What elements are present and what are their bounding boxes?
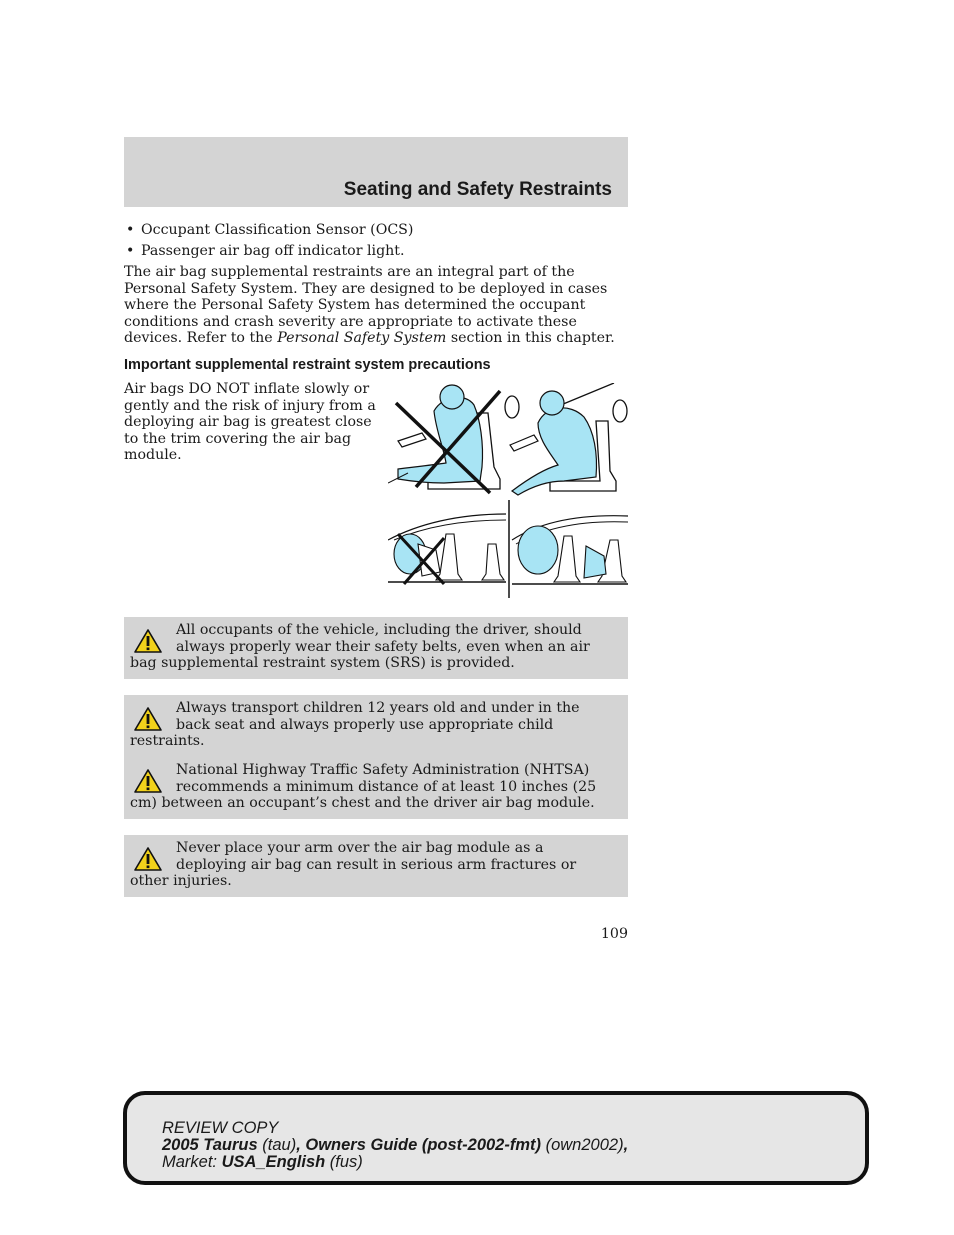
page-number: 109 (600, 926, 628, 942)
warning-triangle-icon (133, 706, 163, 732)
correct-seating-figure (510, 383, 627, 495)
footer-review-copy: REVIEW COPY (162, 1119, 279, 1137)
warning-box-safety-belts (124, 617, 628, 679)
section-header-band (124, 137, 628, 207)
occupant-seating-illustration (388, 383, 628, 496)
footer-market-label: Market: (162, 1153, 222, 1171)
warning-text: Always transport children 12 years old and under in the back seat and always properly use appropriate child restraints. (130, 700, 580, 749)
footer-guide-code: (own2002) (541, 1136, 624, 1154)
child-seat-illustration (388, 500, 628, 598)
warning-box-nhtsa-distance (124, 757, 628, 819)
footer-market-line (162, 1154, 628, 1171)
footer-market: USA_English (221, 1153, 326, 1171)
bullet-list (124, 220, 628, 262)
footer-model-code: (tau) (257, 1136, 297, 1154)
warning-box-children (124, 695, 628, 757)
warning-triangle-icon (133, 628, 163, 654)
precaution-paragraph: Air bags DO NOT inflate slowly or gently and the risk of injury from a deploying air bag is greatest close to the trim covering the air bag module. (124, 381, 376, 463)
intro-paragraph (124, 264, 624, 347)
bullet-dot: • (126, 243, 135, 259)
footer-guide-line (162, 1137, 628, 1154)
intro-text-end: section in this chapter. (446, 330, 615, 346)
rear-seat-child-panel (512, 516, 628, 584)
footer-model: 2005 Taurus (162, 1136, 258, 1154)
intro-text: The air bag supplemental restraints are an integral part of the Personal Safety System. They are designed to be deployed in cases where the Personal Safety System has determined the occupant conditions and crash severity are appropriate to activate these devices. Refer to the (124, 264, 608, 346)
warning-text: All occupants of the vehicle, including the driver, should always properly wear their safety belts, even when an air bag supplemental restraint system (SRS) is provided. (130, 622, 590, 671)
warning-box-arm-placement (124, 835, 628, 897)
warning-text: National Highway Traffic Safety Administration (NHTSA) recommends a minimum distance of at least 10 inches (25 cm) between an occupant’s chest and the driver air bag module. (130, 762, 597, 811)
footer-guide: , Owners Guide (post-2002-fmt) (296, 1136, 542, 1154)
warning-triangle-icon (133, 846, 163, 872)
footer-market-code: (fus) (325, 1153, 363, 1171)
precautions-heading: Important supplemental restraint system precautions (124, 357, 491, 373)
bullet-dot: • (126, 222, 135, 238)
bullet-text: Occupant Classification Sensor (OCS) (141, 222, 414, 238)
section-title: Seating and Safety Restraints (343, 179, 612, 200)
warning-text: Never place your arm over the air bag module as a deploying air bag can result in serious arm fractures or other injuries. (130, 840, 577, 889)
bullet-text: Passenger air bag off indicator light. (141, 243, 405, 259)
incorrect-seating-figure (388, 385, 519, 489)
personal-safety-system-reference: Personal Safety System (277, 330, 447, 346)
front-seat-child-panel (388, 514, 506, 584)
footer-comma: , (623, 1136, 629, 1154)
list-item (124, 241, 628, 262)
warning-triangle-icon (133, 768, 163, 794)
review-copy-footer (123, 1091, 869, 1185)
footer-text (162, 1120, 628, 1171)
list-item (124, 220, 628, 241)
